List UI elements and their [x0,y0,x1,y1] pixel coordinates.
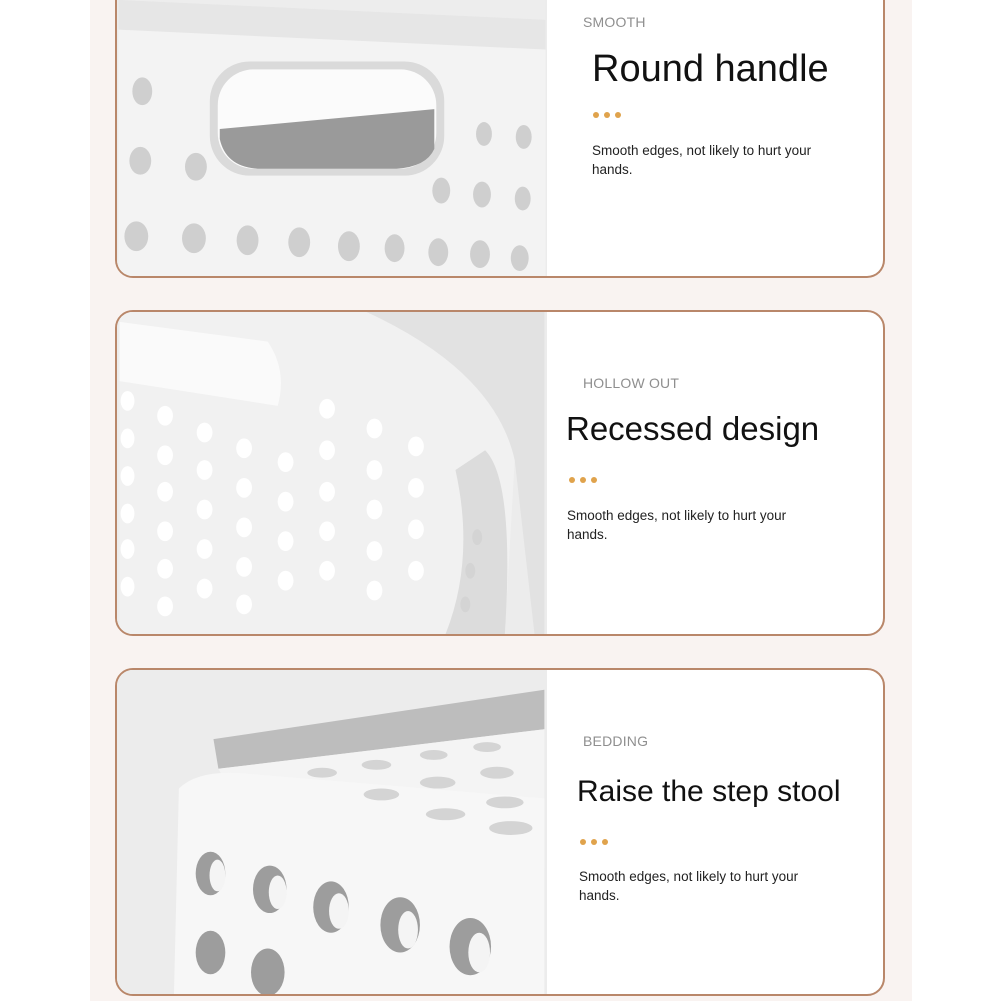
feature-description: Smooth edges, not likely to hurt your hands. [567,508,787,542]
feature-headline: Raise the step stool [577,775,841,808]
feature-card-raise-step-stool [115,668,885,996]
feature-headline: Round handle [592,48,829,90]
feature-headline: Recessed design [566,410,820,447]
feature-description: Smooth edges, not likely to hurt your hands. [592,143,812,177]
feature-description: Smooth edges, not likely to hurt your hands. [579,869,799,903]
feature-card-round-handle [115,0,885,278]
eyebrow-label: HOLLOW OUT [583,375,680,391]
accent-dots-icon [593,112,621,118]
accent-dots-icon [580,839,608,845]
eyebrow-label: BEDDING [583,733,649,749]
eyebrow-label: SMOOTH [583,14,646,30]
accent-dots-icon [569,477,597,483]
feature-card-recessed-design [115,310,885,636]
